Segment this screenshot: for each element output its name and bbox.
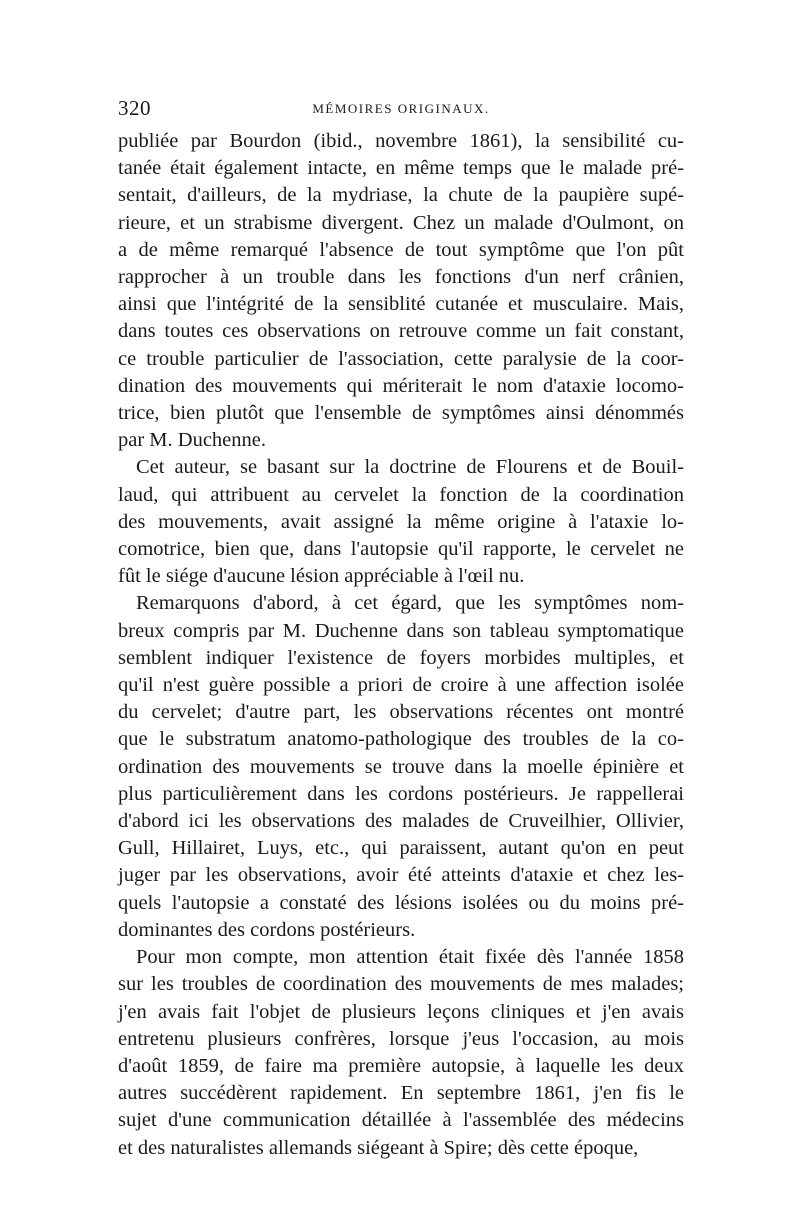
- paragraph: [118, 128, 684, 454]
- text-line: rieure, et un strabisme divergent. Chez un malade d'Oulmont, on: [118, 211, 684, 234]
- text-line: et des naturalistes allemands siégeant à Spire; dès cette époque,: [118, 1136, 639, 1159]
- text-line: des mouvements, avait assigné la même origine à l'ataxie lo-: [118, 510, 684, 533]
- text-line: entretenu plusieurs confrères, lorsque j'eus l'occasion, au mois: [118, 1027, 684, 1050]
- text-line: plus particulièrement dans les cordons postérieurs. Je rappellerai: [118, 782, 684, 805]
- text-line: Pour mon compte, mon attention était fixée dès l'année 1858: [136, 946, 684, 969]
- body-text: [118, 128, 684, 1162]
- text-line: que le substratum anatomo-pathologique des troubles de la co-: [118, 728, 684, 751]
- text-line: qu'il n'est guère possible a priori de croire à une affection isolée: [118, 674, 684, 697]
- text-line: comotrice, bien que, dans l'autopsie qu'il rapporte, le cervelet ne: [118, 538, 684, 561]
- text-line: sujet d'une communication détaillée à l'assemblée des médecins: [118, 1109, 684, 1132]
- text-line: Remarquons d'abord, à cet égard, que les symptômes nom-: [136, 592, 684, 615]
- page-number: 320: [118, 96, 151, 120]
- text-line: a de même remarqué l'absence de tout symptôme que l'on pût: [118, 238, 684, 261]
- text-line: par M. Duchenne.: [118, 429, 267, 452]
- text-line: Gull, Hillairet, Luys, etc., qui paraissent, autant qu'on en peut: [118, 837, 684, 860]
- text-line: fût le siége d'aucune lésion appréciable à l'œil nu.: [118, 565, 525, 588]
- text-line: autres succédèrent rapidement. En septembre 1861, j'en fis le: [118, 1082, 684, 1105]
- text-line: sur les troubles de coordination des mouvements de mes malades;: [118, 973, 684, 996]
- paragraph: [118, 944, 684, 1162]
- text-line: j'en avais fait l'objet de plusieurs leçons cliniques et j'en avais: [118, 1000, 684, 1023]
- text-line: tanée était également intacte, en même temps que le malade pré-: [118, 157, 684, 180]
- text-line: du cervelet; d'autre part, les observations récentes ont montré: [118, 701, 684, 724]
- text-line: ce trouble particulier de l'association, cette paralysie de la coor-: [118, 347, 684, 370]
- text-line: publiée par Bourdon (ibid., novembre 1861), la sensibilité cu-: [118, 130, 684, 152]
- text-line: juger par les observations, avoir été atteints d'ataxie et chez les-: [118, 864, 684, 887]
- text-line: quels l'autopsie a constaté des lésions isolées ou du moins pré-: [118, 891, 684, 914]
- paragraph: [118, 590, 684, 944]
- text-line: rapprocher à un trouble dans les fonctions d'un nerf crânien,: [118, 266, 684, 289]
- paragraph: [118, 454, 684, 590]
- text-line: trice, bien plutôt que l'ensemble de symptômes ainsi dénommés: [118, 402, 684, 425]
- text-line: d'août 1859, de faire ma première autopsie, à laquelle les deux: [118, 1054, 684, 1077]
- text-line: sentait, d'ailleurs, de la mydriase, la chute de la paupière supé-: [118, 184, 684, 207]
- text-line: Cet auteur, se basant sur la doctrine de Flourens et de Bouil-: [136, 456, 684, 479]
- text-line: ordination des mouvements se trouve dans la moelle épinière et: [118, 755, 684, 778]
- text-line: laud, qui attribuent au cervelet la fonction de la coordination: [118, 483, 684, 506]
- text-line: dination des mouvements qui mériterait le nom d'ataxie locomo-: [118, 374, 684, 397]
- page-header: [118, 96, 684, 126]
- text-line: ainsi que l'intégrité de la sensiblité cutanée et musculaire. Mais,: [118, 293, 684, 316]
- text-line: dominantes des cordons postérieurs.: [118, 918, 416, 941]
- text-line: dans toutes ces observations on retrouve comme un fait constant,: [118, 320, 684, 343]
- running-title: MÉMOIRES ORIGINAUX.: [312, 101, 490, 116]
- text-line: breux compris par M. Duchenne dans son tableau symptomatique: [118, 619, 684, 642]
- text-line: semblent indiquer l'existence de foyers morbides multiples, et: [118, 646, 684, 669]
- text-line: d'abord ici les observations des malades de Cruveilhier, Ollivier,: [118, 810, 684, 833]
